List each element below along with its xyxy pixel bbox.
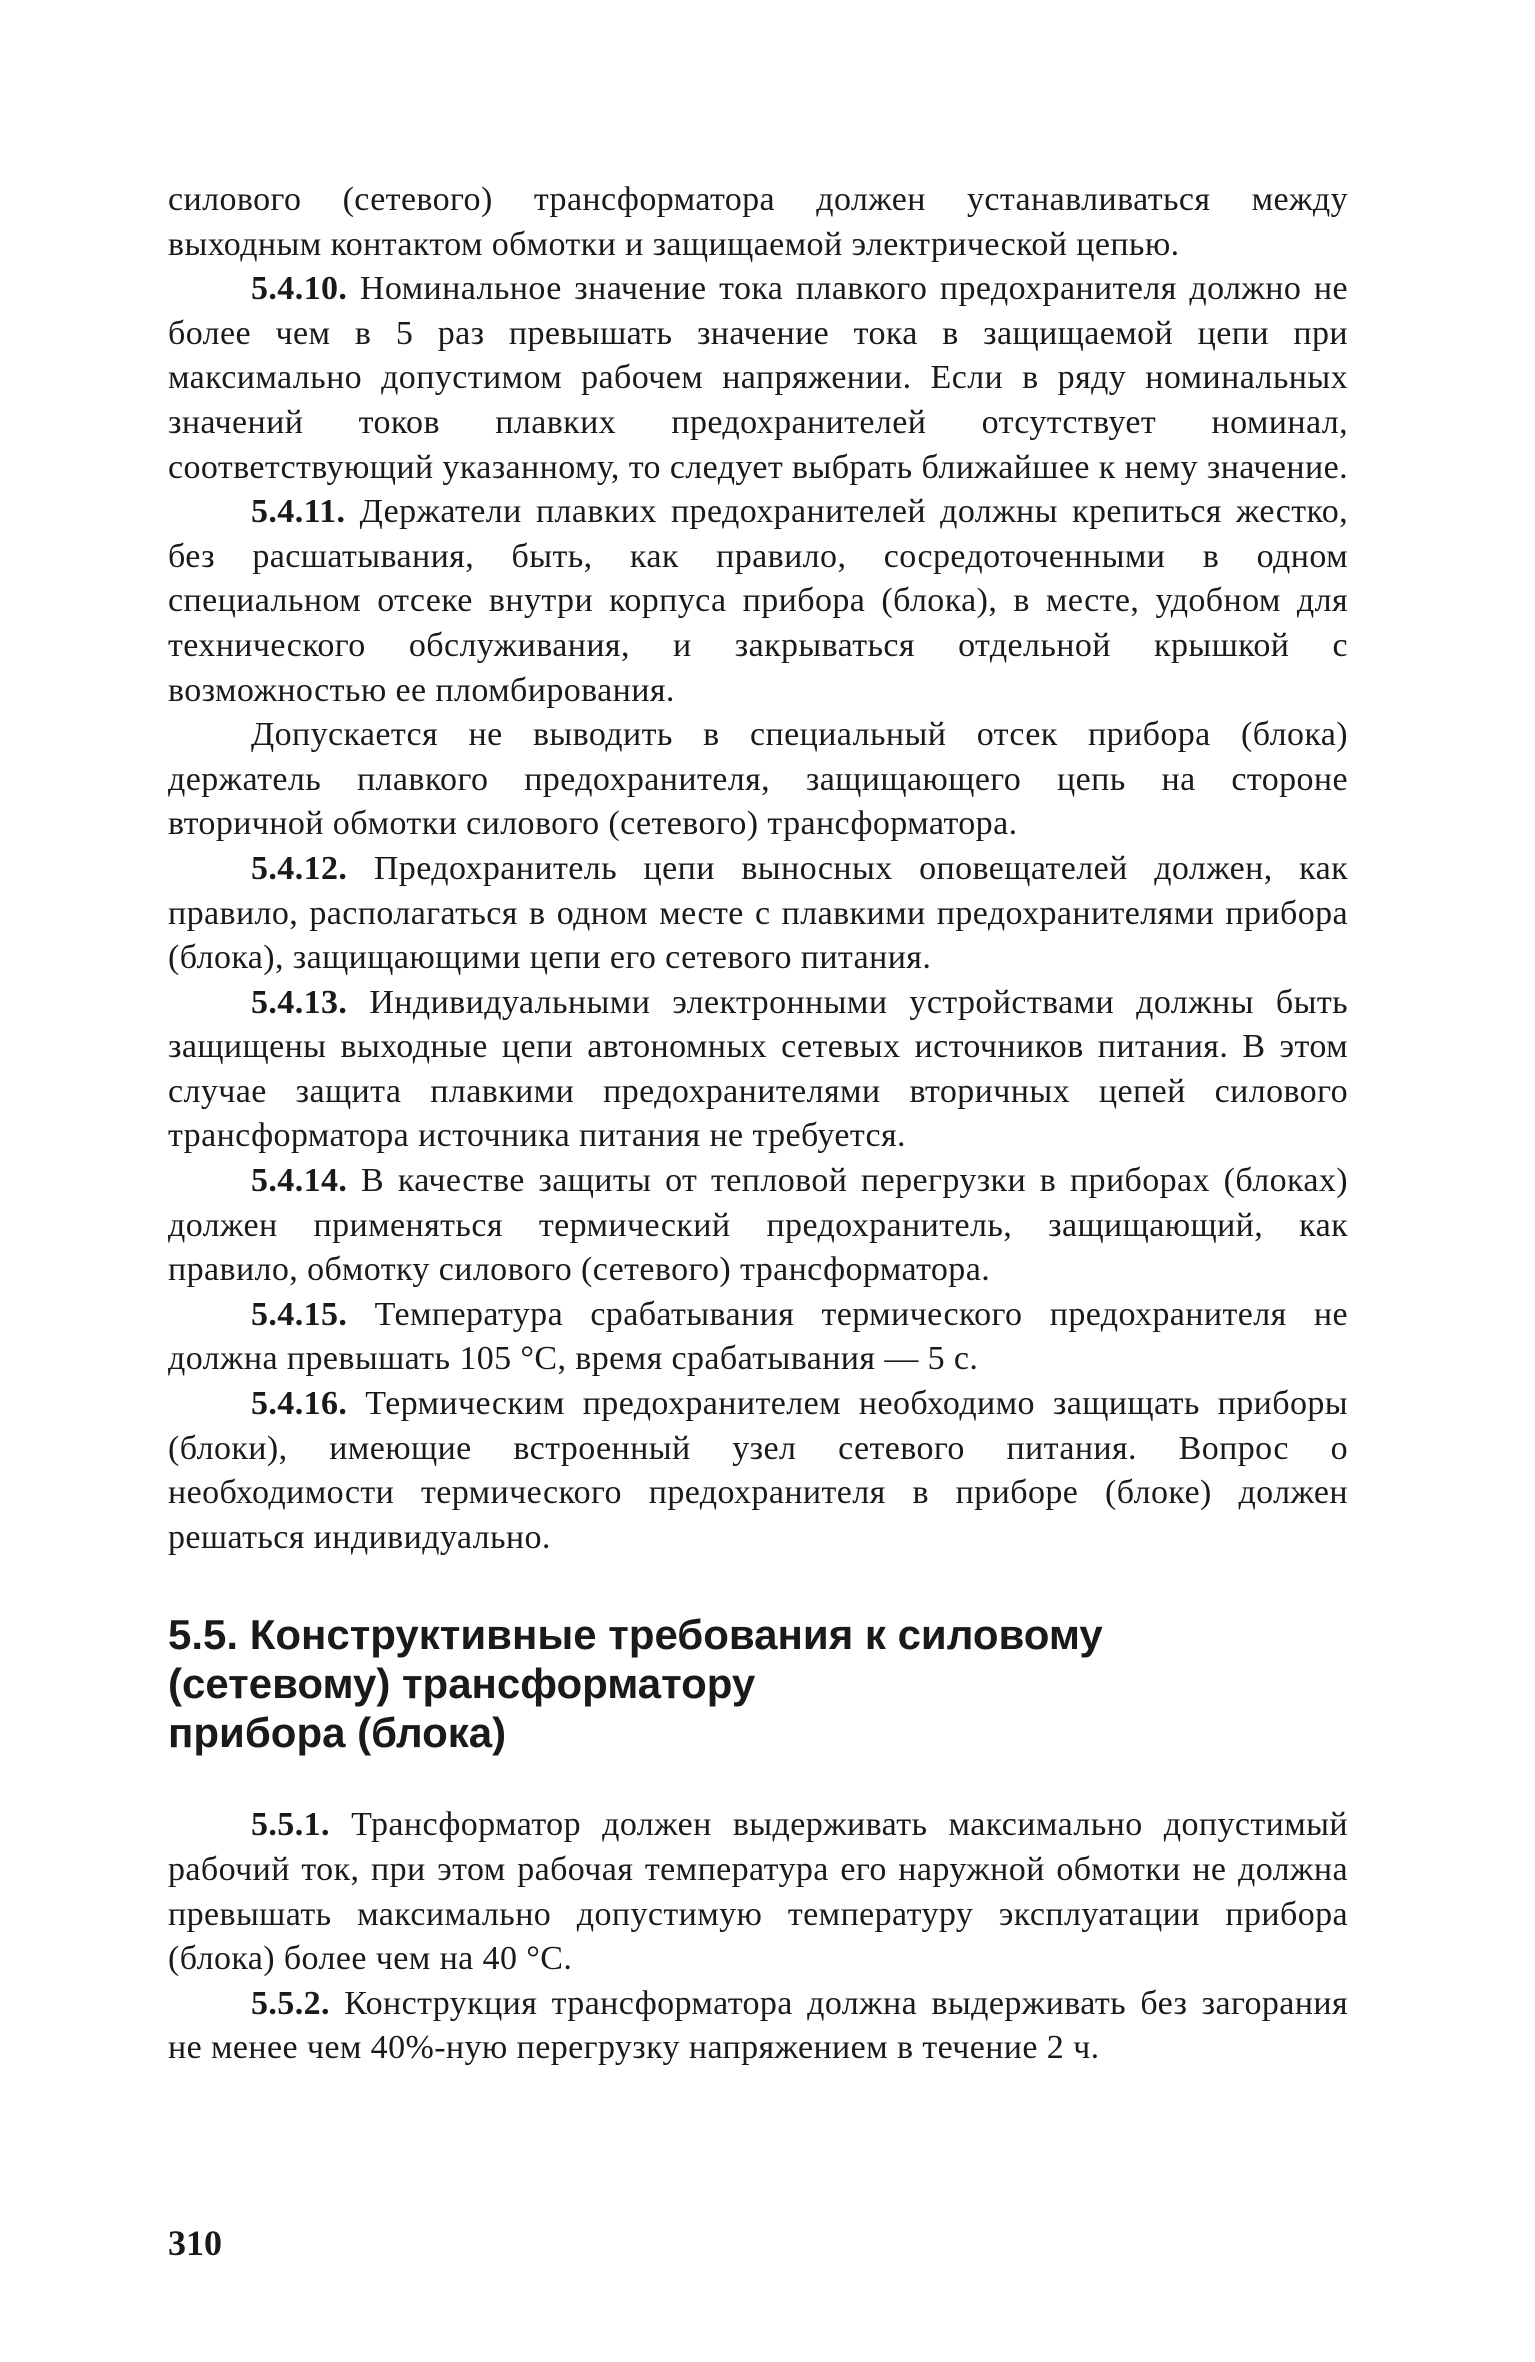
section-heading <box>168 1610 1348 1757</box>
paragraph-text: В качестве защиты от тепловой перегрузки в приборах (блоках) должен применяться термический предохранитель, защищающий, как правило, обмотку силового (сетевого) трансформатора. <box>168 1162 1348 1289</box>
clause-number: 5.4.14. <box>251 1162 348 1200</box>
clause-number: 5.5.2. <box>251 1984 330 2022</box>
paragraph-text: Конструкция трансформатора должна выдерживать без загорания не менее чем 40%-ную перегрузку напряжением в течение 2 ч. <box>168 1984 1348 2067</box>
clause-number: 5.4.13. <box>251 983 348 1021</box>
paragraph-5-4-13 <box>168 981 1348 1159</box>
clause-number: 5.4.10. <box>251 270 348 308</box>
paragraph-5-4-12 <box>168 847 1348 981</box>
paragraph-text: Термическим предохранителем необходимо защищать приборы (блоки), имеющие встроенный узел сетевого питания. Вопрос о необходимости термического предохранителя в приборе (блоке) должен решаться индивидуально. <box>168 1385 1348 1556</box>
clause-number: 5.5.1. <box>251 1806 330 1844</box>
paragraph-text: Трансформатор должен выдерживать максимально допустимый рабочий ток, при этом рабочая температура его наружной обмотки не должна превышать максимально допустимую температуру эксплуатации прибора (блока) более чем на 40 °С. <box>168 1806 1348 1978</box>
clause-number: 5.4.15. <box>251 1295 348 1333</box>
paragraph-text: Номинальное значение тока плавкого предохранителя должно не более чем в 5 раз превышать значение тока в защищаемой цепи при максимально допустимом рабочем напряжении. Если в ряду номинальных значений токов плавких предохранителей отсутствует номинал, соответствующий указанному, то следует выбрать ближайшее к нему значение. <box>168 270 1348 486</box>
section-heading-line: (сетевому) трансформатору <box>168 1660 756 1708</box>
paragraph-text: Держатели плавких предохранителей должны крепиться жестко, без расшатывания, быть, как правило, сосредоточенными в одном специальном отсеке внутри корпуса прибора (блока), в месте, удобном для технического обслуживания, и закрываться отдельной крышкой с возможностью ее пломбирования. <box>168 493 1348 709</box>
paragraph-5-4-11 <box>168 490 1348 713</box>
paragraph-5-4-15 <box>168 1293 1348 1382</box>
paragraph-continuation <box>168 178 1348 267</box>
page-number: 310 <box>168 2223 222 2263</box>
paragraph-text: Допускается не выводить в специальный отсек прибора (блока) держатель плавкого предохранителя, защищающего цепь на стороне вторичной обмотки силового (сетевого) трансформатора. <box>168 716 1348 843</box>
paragraph-5-5-1 <box>168 1803 1348 1981</box>
clause-number: 5.4.16. <box>251 1385 348 1423</box>
section-heading-line: прибора (блока) <box>168 1709 507 1757</box>
paragraph-5-4-16 <box>168 1382 1348 1560</box>
section-heading-line: 5.5. Конструктивные требования к силовому <box>168 1611 1103 1659</box>
paragraph-5-5-2 <box>168 1982 1348 2071</box>
paragraph-text: силового (сетевого) трансформатора должен устанавливаться между выходным контактом обмотки и защищаемой электрической цепью. <box>168 181 1348 263</box>
paragraph-text: Индивидуальными электронными устройствами должны быть защищены выходные цепи автономных сетевых источников питания. В этом случае защита плавкими предохранителями вторичных цепей силового трансформатора источника питания не требуется. <box>168 983 1348 1155</box>
paragraph-5-4-10 <box>168 267 1348 490</box>
clause-number: 5.4.12. <box>251 849 348 887</box>
clause-number: 5.4.11. <box>251 493 346 531</box>
paragraph-allowance <box>168 713 1348 847</box>
paragraph-text: Предохранитель цепи выносных оповещателей должен, как правило, располагаться в одном месте с плавкими предохранителями прибора (блока), защищающими цепи его сетевого питания. <box>168 849 1348 977</box>
body-text <box>168 178 1348 2071</box>
paragraph-text: Температура срабатывания термического предохранителя не должна превышать 105 °С, время срабатывания — 5 с. <box>168 1295 1348 1378</box>
paragraph-5-4-14 <box>168 1159 1348 1293</box>
